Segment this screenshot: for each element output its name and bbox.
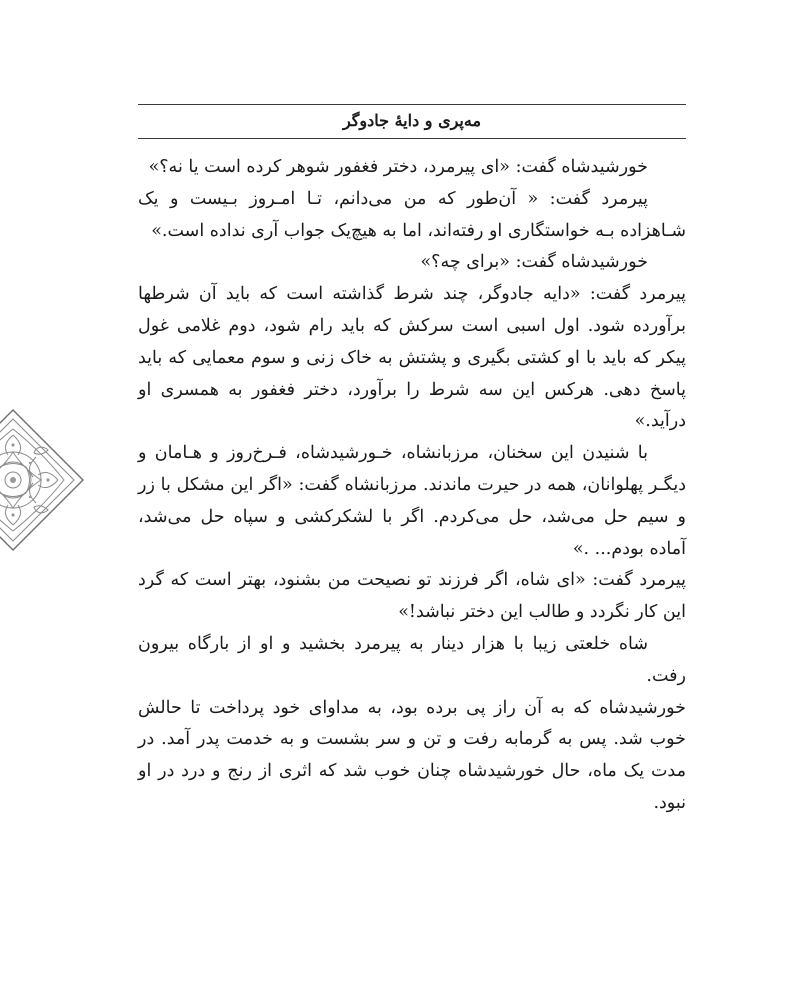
paragraph: پیرمرد گفت: «دایه جادوگر، چند شرط گذاشته است که باید آن شرطها برآورده شود. اول اسبی است سرکش که باید رام شود، دوم غلامی غول پیکر که باید با او کشتی بگیری و پشتش به خاک زنی و سوم معمایی که باید پاسخ دهی. هر‌کس این سه شرط را برآورد، دختر فغفور به همسری او درآید.»	[138, 284, 686, 432]
header-rule-top	[138, 104, 686, 105]
running-title: مه‌پری و دایهٔ جادوگر	[342, 111, 482, 130]
paragraph: خورشیدشاه گفت: «ای پیرمرد، دختر فغفور شوهر کرده است یا نه؟»	[148, 157, 648, 177]
header-rule-bottom	[138, 138, 686, 139]
body-text	[138, 152, 686, 820]
paragraph: خورشیدشاه که به آن راز پی برده بود، به مداوای خود پرداخت تا حالش خوب شد. پس به گرمابه رفت و تن و سر بشست و به خدمت پدر آمد. در مدت یک ماه، حال خورشیدشاه چنان خوب شد که اثری از رنج و درد در او نبود.	[138, 697, 686, 813]
paragraph: خورشیدشاه گفت: «برای چه؟»	[420, 252, 648, 273]
paragraph: پیرمرد گفت: « آن‌طور که من می‌دانم، تـا امـروز بـیست و یک شـاهزاده بـه خواستگاری او رفته‌اند، اما به هیچ‌یک جواب آری نداده است.»	[138, 188, 686, 241]
arabesque-ornament-icon	[0, 405, 88, 555]
paragraph: پیرمرد گفت: «ای شاه، اگر فرزند تو نصیحت من بشنود، بهتر است که گرد این کار نگردد و طالب این دختر نباشد!»	[138, 570, 686, 623]
paragraph: با شنیدن این سخنان، مرزبانشاه، خـورشیدشاه، فـرخ‌روز و هـامان و دیگـر پهلوانان، همه در حیرت ماندند. مرزبانشاه گفت: «اگر این مشکل با زر و سیم حل می‌شد، حل می‌کردم. اگر با لشکرکشی و سپاه حل می‌شد، آماده بودم... .»	[138, 443, 686, 559]
paragraph: شاه خلعتی زیبا با هزار دینار به پیرمرد بخشید و او از بارگاه بیرون رفت.	[138, 633, 686, 686]
